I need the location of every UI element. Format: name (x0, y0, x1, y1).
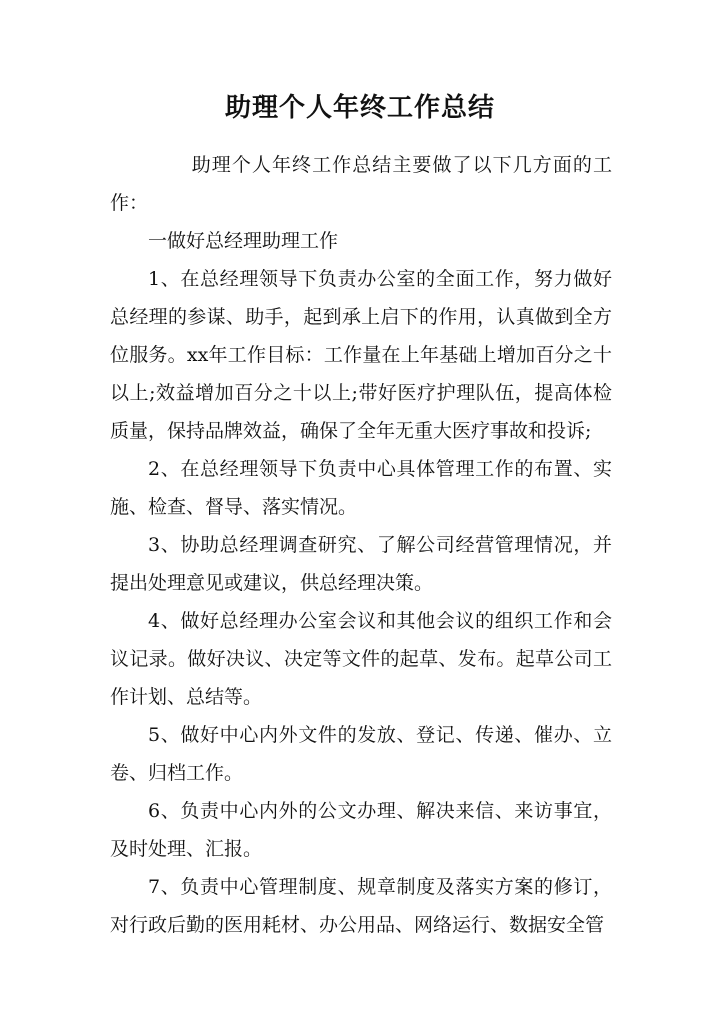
list-item-2: 2、在总经理领导下负责中心具体管理工作的布置、实施、检查、督导、落实情况。 (110, 458, 612, 518)
intro-paragraph: 助理个人年终工作总结主要做了以下几方面的工作： (110, 154, 612, 214)
list-item-1: 1、在总经理领导下负责办公室的全面工作，努力做好总经理的参谋、助手，起到承上启下的作用，认真做到全方位服务。xx年工作目标：工作量在上年基础上增加百分之十以上;效益增加百分之十以上;带好医疗护理队伍，提高体检质量，保持品牌效益，确保了全年无重大医疗事故和投诉; (110, 268, 612, 442)
document-body (110, 146, 612, 944)
list-item-6: 6、负责中心内外的公文办理、解决来信、来访事宜，及时处理、汇报。 (110, 800, 612, 860)
list-item-4: 4、做好总经理办公室会议和其他会议的组织工作和会议记录。做好决议、决定等文件的起草、发布。起草公司工作计划、总结等。 (110, 610, 612, 708)
document-title: 助理个人年终工作总结 (224, 93, 495, 123)
list-item-7: 7、负责中心管理制度、规章制度及落实方案的修订，对行政后勤的医用耗材、办公用品、网络运行、数据安全管 (110, 876, 612, 936)
list-item-3: 3、协助总经理调查研究、了解公司经营管理情况，并提出处理意见或建议，供总经理决策。 (110, 534, 612, 594)
list-item-5: 5、做好中心内外文件的发放、登记、传递、催办、立卷、归档工作。 (110, 724, 612, 784)
section-heading: 一做好总经理助理工作 (148, 230, 339, 252)
